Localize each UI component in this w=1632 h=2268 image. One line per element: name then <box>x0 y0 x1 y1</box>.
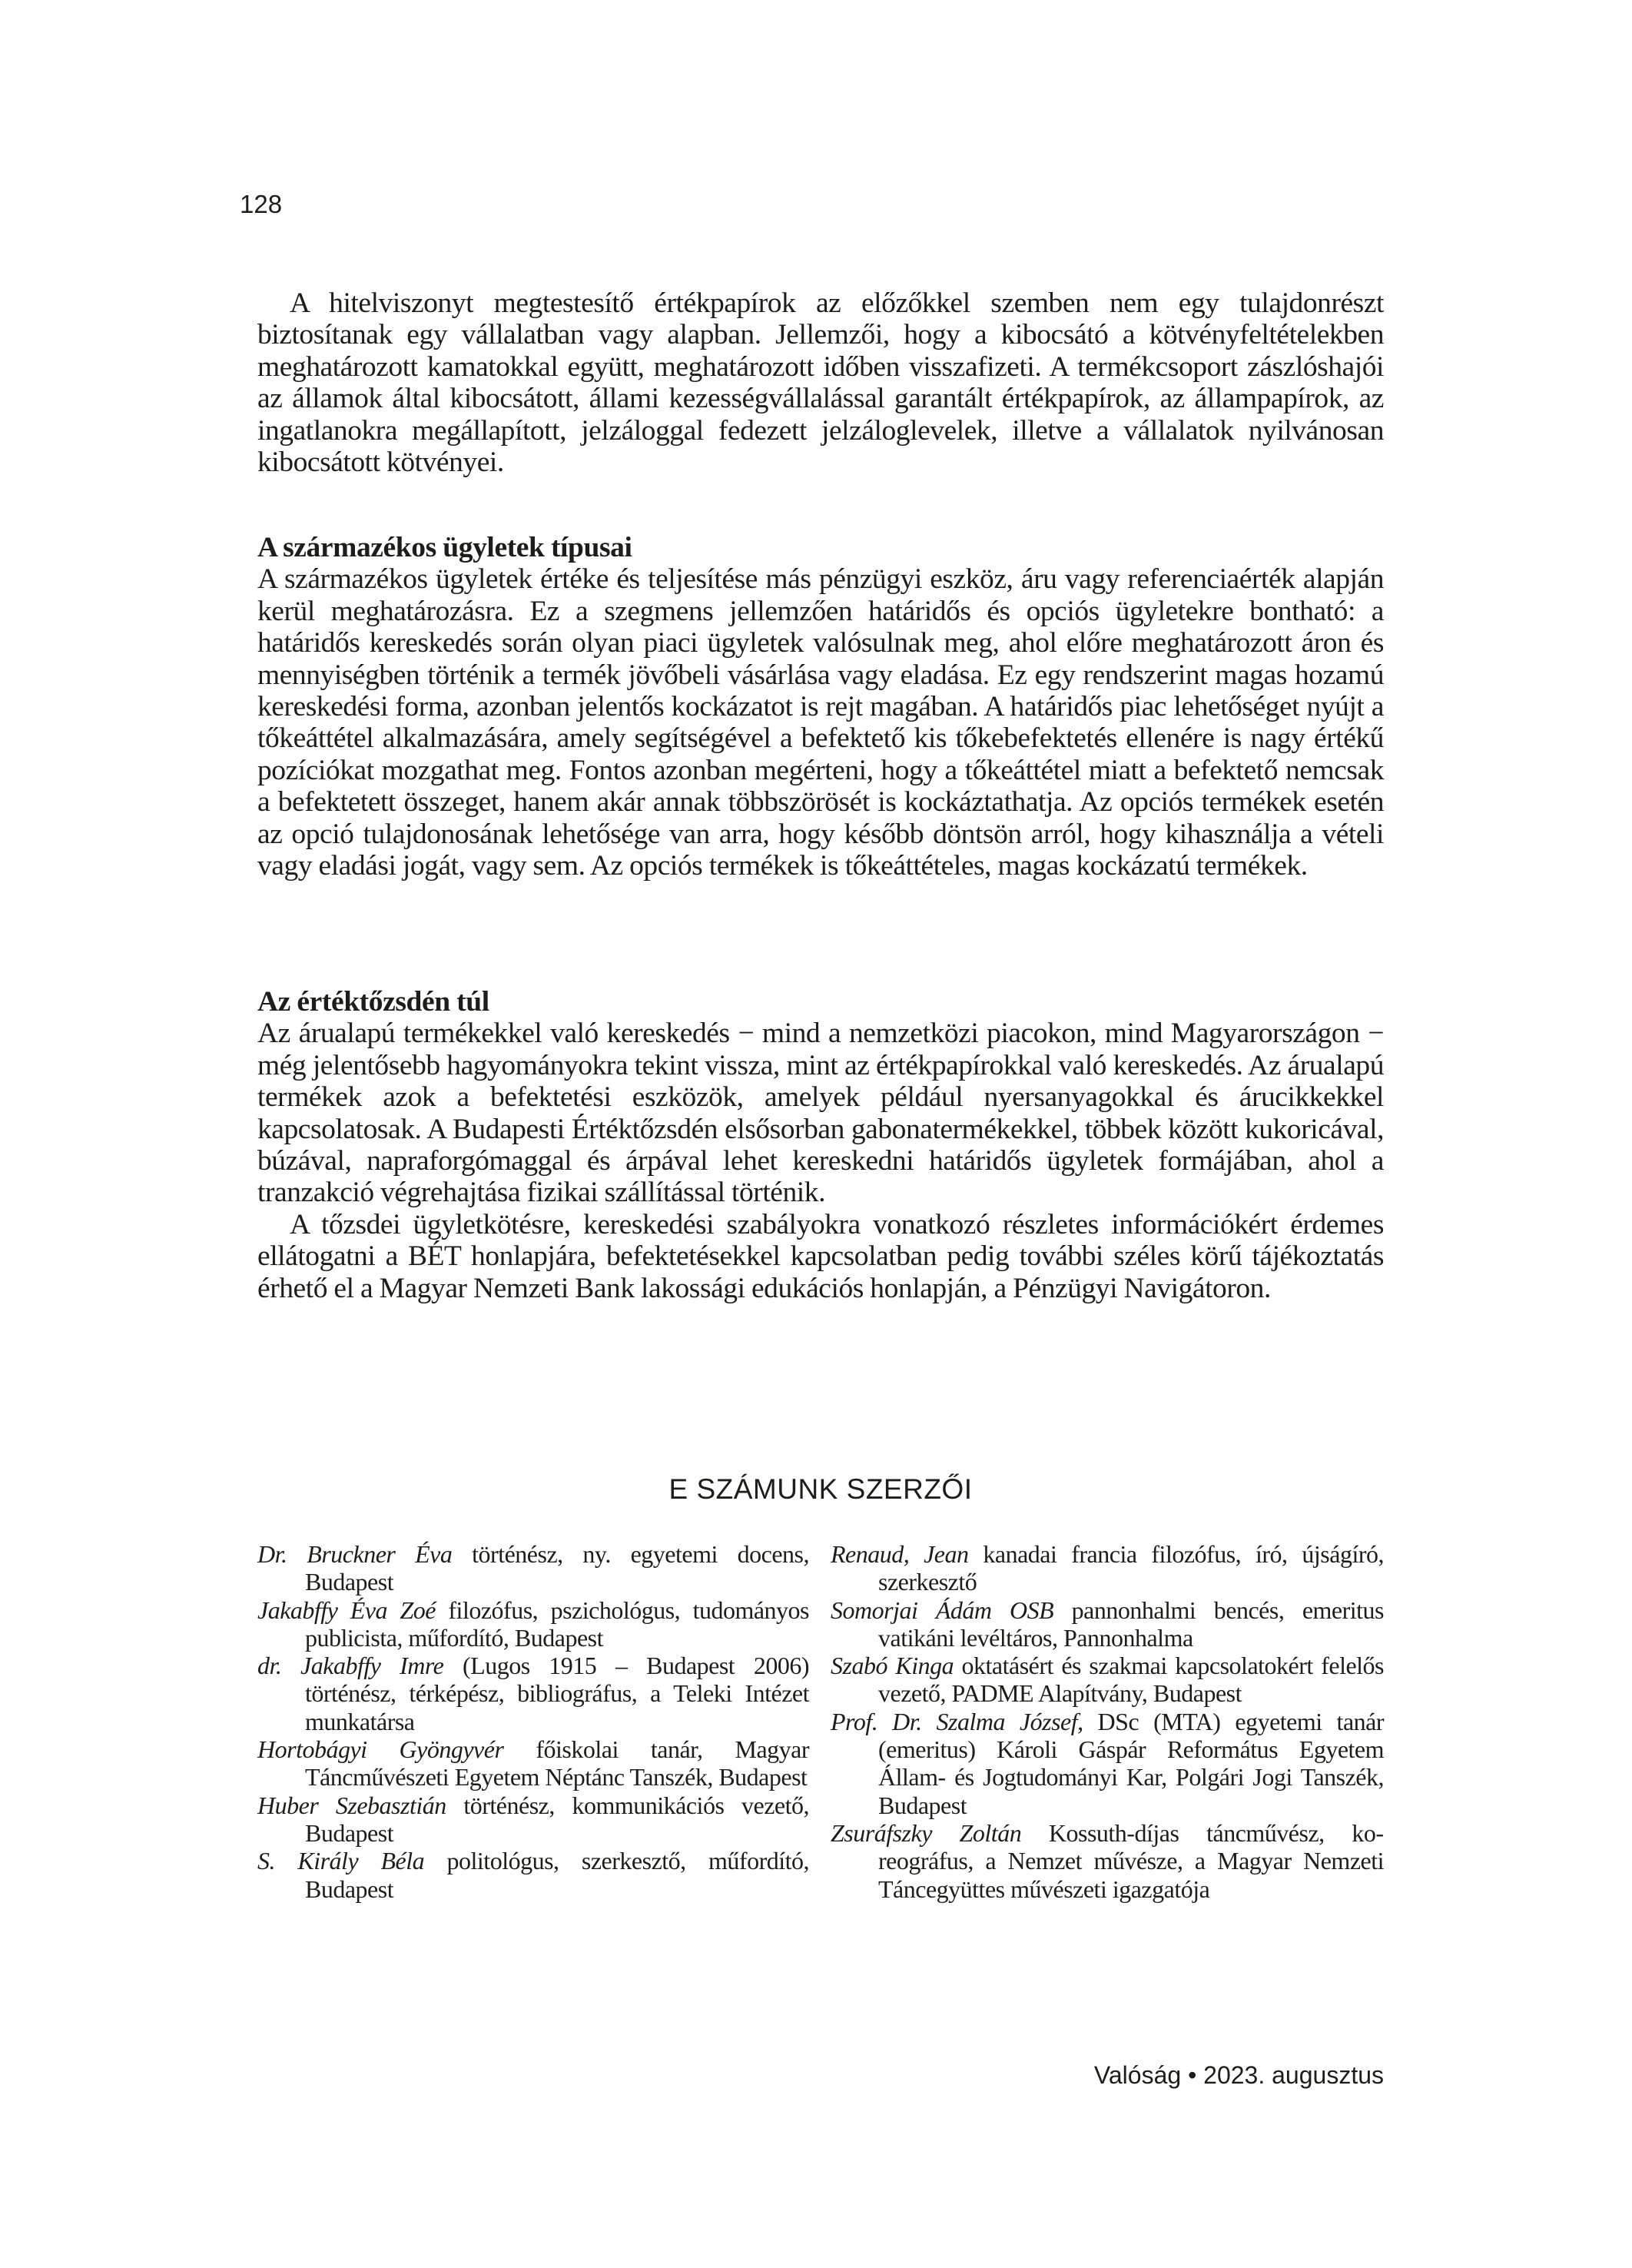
contributor-description: főiskolai tanár, Magyar Táncművészeti Egyetem Néptánc Tanszék, Budapest <box>305 1735 810 1791</box>
body-paragraph: A származékos ügyletek értéke és teljesítése más pénzügyi eszköz, áru vagy referenciaérték alapján kerül meghatározásra. Ez a szegmens jellemzően határidős és opciós ügyletekre bontható: a határidős kereskedés során olyan piaci ügyletek valósulnak meg, ahol előre meghatározott áron és mennyiségben történik a termék jövőbeli vásárlása vagy eladása. Ez egy rendszerint magas hozamú kereskedési forma, azonban jelentős kockázatot is rejt magában. A határidős piac lehetőséget nyújt a tőkeáttétel alkalmazására, amely segítségével a befektető kis tőkebefektetés ellenére is nagy értékű pozíciókat mozgathat meg. Fontos azonban megérteni, hogy a tőkeáttétel miatt a befektető nemcsak a befektetett összeget, hanem akár annak többszörösét is kockáztathatja. Az opciós termékek esetén az opció tulajdonosának lehetősége van arra, hogy később döntsön arról, hogy kihasználja a vételi vagy eladási jogát, vagy sem. Az opciós termékek is tőkeáttételes, magas kockázatú termékek. <box>257 563 1384 882</box>
contributor-entry <box>257 1847 809 1903</box>
contributor-description: politológus, szerkesztő, műfordító, Budapest <box>305 1847 810 1903</box>
contributor-entry <box>831 1708 1384 1819</box>
contributor-entry <box>257 1540 809 1596</box>
body-paragraph: A tőzsdei ügyletkötésre, kereskedési szabályokra vonatkozó részletes információkért érdemes ellátogatni a BÉT honlapjára, befektetésekkel kapcsolatban pedig további széles körű tájékoztatás érhető el a Magyar Nemzeti Bank lakossági edukációs honlapján, a Pénzügyi Navigátoron. <box>257 1208 1384 1304</box>
contributors-title: E SZÁMUNK SZERZŐI <box>668 1473 973 1505</box>
contributor-name: Jakabffy Éva Zoé <box>257 1596 436 1624</box>
contributor-entry <box>257 1596 809 1652</box>
contributor-name: S. Király Béla <box>257 1847 425 1875</box>
contributor-description: pannonhalmi bencés, emeritus vatikáni levéltáros, Pannonhalma <box>878 1596 1385 1652</box>
contributor-name: Hortobágyi Gyöngyvér <box>257 1735 504 1764</box>
contributor-description: Kossuth-díjas táncművész, koreográfus, a Nemzet művésze, a Magyar Nemzeti Táncegyüttes művészeti igazgatója <box>878 1818 1384 1903</box>
contributor-name: Renaud, Jean <box>831 1540 969 1568</box>
section-heading: Az értéktőzsdén túl <box>257 986 489 1018</box>
intro-section <box>257 287 1384 478</box>
contributor-entry <box>831 1596 1384 1652</box>
contributors-left-column <box>257 1540 809 1903</box>
contributor-entry <box>257 1652 809 1735</box>
contributor-entry <box>257 1791 809 1848</box>
contributor-name: Prof. Dr. Szalma József, <box>831 1707 1083 1735</box>
contributor-description: filozófus, pszichológus, tudományos publicista, műfordító, Budapest <box>305 1596 810 1652</box>
contributor-entry <box>831 1819 1384 1903</box>
contributor-name: dr. Jakabffy Imre <box>257 1652 444 1680</box>
contributor-description: (Lugos 1915 – Budapest 2006) történész, térképész, bibliográfus, a Teleki Intézet munkatársa <box>305 1652 810 1735</box>
contributor-name: Huber Szebasztián <box>257 1791 446 1819</box>
contributor-description: kanadai francia filozófus, író, újságíró, szerkesztő <box>878 1540 1385 1596</box>
contributor-entry <box>257 1735 809 1791</box>
contributors-right-column <box>831 1540 1384 1903</box>
contributor-entry <box>831 1540 1384 1596</box>
section-derivatives <box>257 532 1384 882</box>
contributor-description: történész, kommunikációs vezető, Budapest <box>305 1791 810 1847</box>
contributor-name: Somorjai Ádám OSB <box>831 1596 1054 1624</box>
contributor-name: Szabó Kinga <box>831 1652 954 1680</box>
section-heading: A származékos ügyletek típusai <box>257 532 632 563</box>
contributor-name: Zsuráfszky Zoltán <box>831 1818 1022 1847</box>
contributor-description: történész, ny. egyetemi docens, Budapest <box>305 1540 810 1596</box>
contributor-name: Dr. Bruckner Éva <box>257 1540 453 1568</box>
page-number: 128 <box>240 190 283 218</box>
body-paragraph: Az árualapú termékekkel való kereskedés − mind a nemzetközi piacokon, mind Magyarországon − még jelentősebb hagyományokra tekint vissza, mint az értékpapírokkal való kereskedés. Az árualapú termékek azok a befektetési eszközök, amelyek például nyersanyagokkal és árucikkekkel kapcsolatosak. A Budapesti Értéktőzsdén elsősorban gabonatermékekkel, többek között kukoricával, búzával, napraforgómaggal és árpával lehet kereskedni határidős ügyletek formájában, ahol a tranzakció végrehajtása fizikai szállítással történik. <box>257 1018 1384 1209</box>
journal-footer: Valóság • 2023. augusztus <box>1093 2061 1384 2089</box>
contributor-description: DSc (MTA) egyetemi tanár (emeritus) Károli Gáspár Református Egyetem Állam- és Jogtudományi Kar, Polgári Jogi Tanszék, Budapest <box>878 1707 1385 1819</box>
section-beyond-exchange <box>257 986 1384 1304</box>
contributor-entry <box>831 1652 1384 1708</box>
contributor-description: oktatásért és szakmai kapcsolatokért felelős vezető, PADME Alapítvány, Budapest <box>878 1652 1384 1708</box>
body-paragraph: A hitelviszonyt megtestesítő értékpapírok az előzőkkel szemben nem egy tulajdonrészt biztosítanak egy vállalatban vagy alapban. Jellemzői, hogy a kibocsátó a kötvényfeltételekben meghatározott kamatokkal együtt, meghatározott időben visszafizeti. A termékcsoport zászlóshajói az államok által kibocsátott, állami kezességvállalással garantált értékpapírok, az állampapírok, az ingatlanokra megállapított, jelzáloggal fedezett jelzáloglevelek, illetve a vállalatok nyilvánosan kibocsátott kötvényei. <box>257 287 1384 479</box>
